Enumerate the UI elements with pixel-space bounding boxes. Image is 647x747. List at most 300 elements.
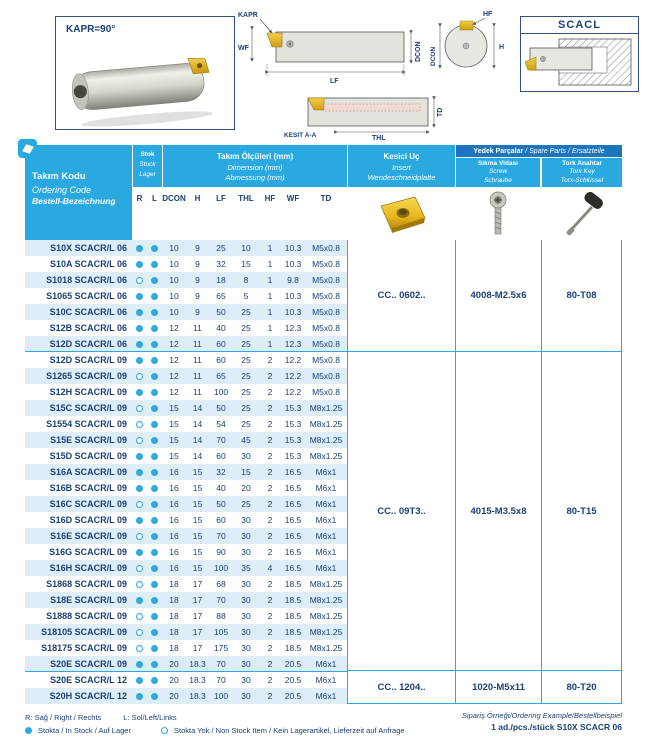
dim-wf: 20.5 — [284, 675, 302, 685]
in-stock-dot-icon — [151, 613, 158, 620]
in-stock-dot-icon — [136, 597, 143, 604]
h-label: H — [499, 44, 505, 51]
table-row — [25, 400, 347, 416]
torx-column — [541, 240, 622, 703]
non-stock-dot-icon — [161, 727, 168, 734]
dim-wf: 15.3 — [284, 403, 302, 413]
dim-dcon: 18 — [169, 627, 179, 637]
kapr-label: KAPR — [238, 12, 258, 19]
dim-td: M5x0.8 — [312, 355, 340, 365]
dim-hf: 2 — [267, 627, 273, 637]
dim-thl: 30 — [241, 451, 251, 461]
in-stock-dot-icon — [151, 629, 158, 636]
dim-hf: 1 — [267, 275, 273, 285]
dim-hf: 2 — [267, 659, 273, 669]
dim-h: 17 — [192, 611, 203, 621]
in-stock-dot-icon — [151, 565, 158, 572]
in-stock-dot-icon — [136, 485, 143, 492]
dim-hf: 2 — [267, 691, 273, 701]
product-code: S20E SCACR/L 12 — [50, 675, 127, 685]
table-row — [25, 352, 347, 368]
non-stock-dot-icon — [136, 565, 143, 572]
scacl-title: SCACL — [521, 17, 638, 34]
stock-left-cell — [147, 576, 162, 592]
dim-dcon: 18 — [169, 579, 179, 589]
stock-right-cell — [132, 688, 147, 704]
dim-wf: 12.2 — [284, 355, 302, 365]
table-row — [25, 480, 347, 496]
in-stock-dot-icon — [151, 469, 158, 476]
col-lf: LF — [216, 194, 226, 203]
stock-right-cell — [132, 512, 147, 528]
dim-lf: 40 — [216, 483, 226, 493]
dcon-label: DCON — [415, 41, 422, 62]
dim-lf: 70 — [216, 531, 226, 541]
in-stock-dot-icon — [136, 245, 143, 252]
in-stock-dot-icon — [151, 581, 158, 588]
stock-left-cell — [147, 592, 162, 608]
table-row — [25, 448, 347, 464]
dim-h: 18.3 — [189, 691, 206, 701]
non-stock-dot-icon — [136, 645, 143, 652]
table-body — [25, 240, 622, 704]
dim-hf: 2 — [267, 435, 273, 445]
table-row — [25, 672, 347, 688]
col-h: H — [194, 194, 201, 203]
header-screw: Sıkma Vidası Screw Schraube — [455, 158, 541, 187]
stock-right-cell — [132, 496, 147, 512]
stock-left-cell — [147, 256, 162, 272]
stock-right-cell — [132, 240, 147, 256]
ordering-example-label: Sipariş Örneği/Ordering Example/Bestellbeispiel — [461, 711, 622, 720]
header-dimensions-column — [162, 145, 347, 240]
dim-dcon: 12 — [169, 339, 179, 349]
non-stock-dot-icon — [136, 405, 143, 412]
dim-h: 18.3 — [189, 659, 206, 669]
stock-left-cell — [147, 384, 162, 400]
col-hf: HF — [264, 194, 276, 203]
dim-h: 17 — [192, 595, 203, 605]
stock-right-cell — [132, 592, 147, 608]
dim-td: M5x0.8 — [312, 371, 340, 381]
dim-dcon: 16 — [169, 547, 179, 557]
stock-left-cell — [147, 656, 162, 672]
stock-left-cell — [147, 288, 162, 304]
dim-thl: 15 — [241, 259, 251, 269]
dim-wf: 16.5 — [284, 531, 302, 541]
product-code: S16E SCACR/L 09 — [50, 531, 127, 541]
table-row — [25, 464, 347, 480]
stock-right-cell — [132, 416, 147, 432]
non-stock-dot-icon — [136, 421, 143, 428]
in-stock-dot-icon — [136, 517, 143, 524]
table-row — [25, 512, 347, 528]
dim-dcon: 16 — [169, 563, 179, 573]
stock-left-cell — [147, 512, 162, 528]
in-stock-dot-icon — [136, 357, 143, 364]
stock-right-cell — [132, 384, 147, 400]
dim-lf: 100 — [213, 691, 229, 701]
dim-td: M6x1 — [315, 531, 337, 541]
stock-right-cell — [132, 544, 147, 560]
dim-thl: 20 — [241, 483, 251, 493]
col-wf: WF — [286, 194, 300, 203]
dim-dcon: 10 — [169, 243, 179, 253]
dim-td: M6x1 — [315, 691, 337, 701]
col-dcon: DCON — [162, 194, 186, 203]
col-td: TD — [320, 194, 332, 203]
dim-thl: 30 — [241, 691, 251, 701]
dim-hf: 1 — [267, 291, 273, 301]
stock-right-cell — [132, 320, 147, 336]
dim-dcon: 15 — [169, 435, 179, 445]
stock-left-cell — [147, 320, 162, 336]
dim-dcon: 12 — [169, 387, 179, 397]
product-code: S16A SCACR/L 09 — [49, 467, 127, 477]
dim-lf: 88 — [216, 611, 226, 621]
product-code: S16G SCACR/L 09 — [49, 547, 127, 557]
dim-thl: 25 — [241, 307, 251, 317]
product-code: S12H SCACR/L 09 — [49, 387, 127, 397]
stock-left-cell — [147, 640, 162, 656]
stock-right-cell — [132, 624, 147, 640]
stock-right-cell — [132, 672, 147, 688]
dim-lf: 50 — [216, 403, 226, 413]
in-stock-dot-icon — [151, 485, 158, 492]
col-right: R — [136, 194, 143, 203]
dim-lf: 54 — [216, 419, 226, 429]
dim-dcon: 16 — [169, 467, 179, 477]
stock-left-cell — [147, 672, 162, 688]
dim-lf: 175 — [213, 643, 229, 653]
product-code: S16B SCACR/L 09 — [49, 483, 127, 493]
stock-right-cell — [132, 576, 147, 592]
table-row — [25, 544, 347, 560]
torx-key-image-cell — [541, 187, 622, 240]
stock-left-cell — [147, 496, 162, 512]
dim-thl: 30 — [241, 547, 251, 557]
insert-code: CC.. 1204.. — [348, 671, 455, 703]
dim-thl: 25 — [241, 499, 251, 509]
table-row — [25, 624, 347, 640]
dim-wf: 18.5 — [284, 643, 302, 653]
dim-dcon: 12 — [169, 323, 179, 333]
screw-photo — [485, 191, 511, 237]
scacl-variant-box — [520, 16, 639, 92]
dim-thl: 25 — [241, 339, 251, 349]
dim-wf: 12.3 — [284, 339, 302, 349]
dim-thl: 30 — [241, 515, 251, 525]
stock-left-cell — [147, 432, 162, 448]
table-row — [25, 288, 347, 304]
dim-hf: 2 — [267, 515, 273, 525]
table-header — [25, 145, 622, 240]
in-stock-dot-icon — [151, 693, 158, 700]
product-code: S10A SCACR/L 06 — [49, 259, 127, 269]
product-code: S16C SCACR/L 09 — [49, 499, 127, 509]
header-stock: Stok Stock Lager — [132, 145, 162, 187]
dim-td: M5x0.8 — [312, 339, 340, 349]
header-insert-column — [347, 145, 455, 240]
dim-h: 11 — [193, 355, 202, 365]
dim-td: M8x1.25 — [309, 451, 343, 461]
stock-right-cell — [132, 288, 147, 304]
dim-dcon: 10 — [169, 275, 179, 285]
dim-h: 15 — [192, 467, 203, 477]
dim-h: 15 — [192, 531, 203, 541]
in-stock-dot-icon — [136, 293, 143, 300]
dim-h: 14 — [192, 451, 203, 461]
dim-thl: 45 — [241, 435, 251, 445]
dim-hf: 2 — [267, 451, 273, 461]
wf-label: WF — [238, 45, 249, 52]
dim-h: 14 — [192, 403, 203, 413]
dim-hf: 1 — [267, 307, 273, 317]
product-code: S12D SCACR/L 09 — [49, 355, 127, 365]
dim-h: 11 — [193, 323, 202, 333]
dim-wf: 18.5 — [284, 627, 302, 637]
dim-h: 17 — [192, 627, 203, 637]
stock-left-cell — [147, 336, 162, 352]
col-left: L — [152, 194, 157, 203]
stock-right-cell — [132, 480, 147, 496]
dim-h: 9 — [195, 291, 200, 301]
dim-thl: 35 — [241, 563, 251, 573]
dim-dcon: 12 — [169, 355, 179, 365]
stock-left-cell — [147, 608, 162, 624]
table-row — [25, 608, 347, 624]
stock-left-cell — [147, 544, 162, 560]
dim-lf: 90 — [216, 547, 226, 557]
dim-h: 14 — [192, 419, 203, 429]
product-code: S1265 SCACR/L 09 — [46, 371, 127, 381]
dim-h: 15 — [192, 547, 203, 557]
stock-left-cell — [147, 688, 162, 704]
product-code: S18105 SCACR/L 09 — [41, 627, 127, 637]
dim-dcon: 18 — [169, 611, 179, 621]
table-row — [25, 656, 347, 672]
product-code: S15E SCACR/L 09 — [50, 435, 127, 445]
in-stock-dot-icon — [151, 645, 158, 652]
stock-left-cell — [147, 368, 162, 384]
dim-h: 9 — [195, 243, 200, 253]
non-stock-dot-icon — [136, 533, 143, 540]
dim-thl: 25 — [241, 403, 251, 413]
catalog-section-icon — [18, 139, 37, 158]
non-stock-dot-icon — [136, 501, 143, 508]
dim-dcon: 10 — [169, 259, 179, 269]
dim-lf: 70 — [216, 435, 226, 445]
dim-thl: 30 — [241, 595, 251, 605]
dim-lf: 18 — [216, 275, 226, 285]
torx-code: 80-T15 — [542, 352, 621, 671]
dim-h: 14 — [192, 435, 203, 445]
insert-code: CC.. 09T3.. — [348, 352, 455, 671]
dim-h: 15 — [192, 499, 203, 509]
dim-hf: 1 — [267, 259, 273, 269]
dim-hf: 2 — [267, 611, 273, 621]
dim-lf: 60 — [216, 451, 226, 461]
product-code: S10C SCACR/L 06 — [49, 307, 127, 317]
dim-td: M6x1 — [315, 675, 337, 685]
insert-column — [347, 240, 455, 703]
dim-thl: 25 — [241, 323, 251, 333]
dim-lf: 60 — [216, 355, 226, 365]
dim-dcon: 12 — [169, 371, 179, 381]
dim-td: M6x1 — [315, 515, 337, 525]
dim-td: M6x1 — [315, 483, 337, 493]
dim-thl: 30 — [241, 659, 251, 669]
dim-hf: 2 — [267, 547, 273, 557]
dim-dcon: 18 — [169, 643, 179, 653]
stock-left-cell — [147, 352, 162, 368]
stock-left-cell — [147, 624, 162, 640]
dim-dcon: 16 — [169, 499, 179, 509]
dimension-subheader — [162, 187, 347, 240]
dim-td: M8x1.25 — [309, 435, 343, 445]
dim-thl: 15 — [241, 467, 251, 477]
dim-wf: 10.3 — [284, 291, 302, 301]
dim-td: M6x1 — [315, 563, 337, 573]
dim-wf: 20.5 — [284, 691, 302, 701]
dim-hf: 4 — [267, 563, 273, 573]
in-stock-dot-icon — [136, 677, 143, 684]
screw-image-cell — [455, 187, 541, 240]
dim-hf: 2 — [267, 579, 273, 589]
dim-lf: 100 — [213, 387, 229, 397]
dim-td: M8x1.25 — [309, 419, 343, 429]
in-stock-dot-icon — [151, 341, 158, 348]
dim-lf: 25 — [216, 243, 226, 253]
dim-lf: 70 — [216, 595, 226, 605]
dim-h: 15 — [192, 483, 203, 493]
dim-h: 15 — [192, 563, 203, 573]
dim-dcon: 20 — [169, 659, 179, 669]
dim-thl: 10 — [241, 243, 251, 253]
scacl-drawing — [521, 34, 638, 90]
dim-hf: 2 — [267, 595, 273, 605]
dim-thl: 30 — [241, 675, 251, 685]
screw-code: 4015-M3.5x8 — [456, 352, 541, 671]
table-row — [25, 304, 347, 320]
non-stock-dot-icon — [136, 277, 143, 284]
dim-lf: 105 — [213, 627, 229, 637]
insert-code: CC.. 0602.. — [348, 240, 455, 352]
product-code: S12B SCACR/L 06 — [49, 323, 127, 333]
stock-right-cell — [132, 656, 147, 672]
header-insert: Kesici Uç Insert Wendeschneidplatte — [347, 145, 455, 187]
product-code: S18175 SCACR/L 09 — [41, 643, 127, 653]
dim-dcon: 20 — [169, 675, 179, 685]
dim-dcon: 20 — [169, 691, 179, 701]
dim-wf: 15.3 — [284, 451, 302, 461]
dim-hf: 2 — [267, 419, 273, 429]
dim-h: 9 — [195, 275, 200, 285]
stock-subheader — [132, 187, 162, 240]
dim-wf: 12.2 — [284, 371, 302, 381]
header-stock-column — [132, 145, 162, 240]
dim-lf: 65 — [216, 291, 226, 301]
in-stock-dot-icon — [136, 549, 143, 556]
dim-td: M6x1 — [315, 499, 337, 509]
dim-wf: 15.3 — [284, 435, 302, 445]
dim-td: M6x1 — [315, 467, 337, 477]
product-code: S16D SCACR/L 09 — [49, 515, 127, 525]
dim-td: M5x0.8 — [312, 307, 340, 317]
dim-td: M5x0.8 — [312, 259, 340, 269]
product-code: S1888 SCACR/L 09 — [46, 611, 127, 621]
in-stock-dot-icon — [151, 245, 158, 252]
page-footer — [25, 711, 622, 737]
dim-td: M8x1.25 — [309, 643, 343, 653]
stock-left-cell — [147, 560, 162, 576]
in-stock-dot-icon — [151, 517, 158, 524]
dim-dcon: 16 — [169, 531, 179, 541]
dim-wf: 18.5 — [284, 595, 302, 605]
product-code: S18E SCACR/L 09 — [50, 595, 127, 605]
in-stock-dot-icon — [151, 597, 158, 604]
dim-h: 11 — [193, 371, 202, 381]
insert-image-cell — [347, 187, 455, 240]
dim-wf: 16.5 — [284, 467, 302, 477]
dim-dcon: 16 — [169, 515, 179, 525]
non-stock-dot-icon — [136, 437, 143, 444]
dim-td: M8x1.25 — [309, 611, 343, 621]
dim-h: 9 — [195, 307, 200, 317]
in-stock-dot-icon — [136, 261, 143, 268]
tool-photo-box — [55, 16, 235, 130]
dim-dcon: 18 — [169, 595, 179, 605]
table-row — [25, 384, 347, 400]
stock-right-cell — [132, 560, 147, 576]
ordering-example-value: 1 ad./pcs./stück S10X SCACR 06 — [491, 722, 622, 732]
table-row — [25, 336, 347, 352]
in-stock-dot-icon — [151, 405, 158, 412]
dim-thl: 30 — [241, 611, 251, 621]
in-stock-dot-icon — [136, 389, 143, 396]
dim-td: M5x0.8 — [312, 243, 340, 253]
dim-lf: 70 — [216, 659, 226, 669]
torx-code: 80-T20 — [542, 671, 621, 703]
dim-wf: 10.3 — [284, 259, 302, 269]
dim-wf: 16.5 — [284, 563, 302, 573]
dim-hf: 2 — [267, 371, 273, 381]
dim-hf: 2 — [267, 499, 273, 509]
dim-td: M8x1.25 — [309, 627, 343, 637]
dim-hf: 2 — [267, 483, 273, 493]
dim-thl: 30 — [241, 643, 251, 653]
dim-h: 11 — [193, 387, 202, 397]
in-stock-dot-icon — [151, 453, 158, 460]
dim-hf: 2 — [267, 467, 273, 477]
in-stock-dot-icon — [151, 261, 158, 268]
table-row — [25, 688, 347, 704]
dim-dcon: 10 — [169, 291, 179, 301]
dim-hf: 2 — [267, 531, 273, 541]
table-row — [25, 496, 347, 512]
dim-thl: 30 — [241, 627, 251, 637]
non-stock-dot-icon — [136, 629, 143, 636]
in-stock-dot-icon — [151, 389, 158, 396]
stock-left-cell — [147, 240, 162, 256]
in-stock-dot-icon — [136, 693, 143, 700]
in-stock-dot-icon — [151, 373, 158, 380]
in-stock-dot-icon — [151, 293, 158, 300]
product-code: S10X SCACR/L 06 — [50, 243, 127, 253]
dim-hf: 2 — [267, 403, 273, 413]
stock-left-cell — [147, 272, 162, 288]
in-stock-dot-icon — [151, 357, 158, 364]
